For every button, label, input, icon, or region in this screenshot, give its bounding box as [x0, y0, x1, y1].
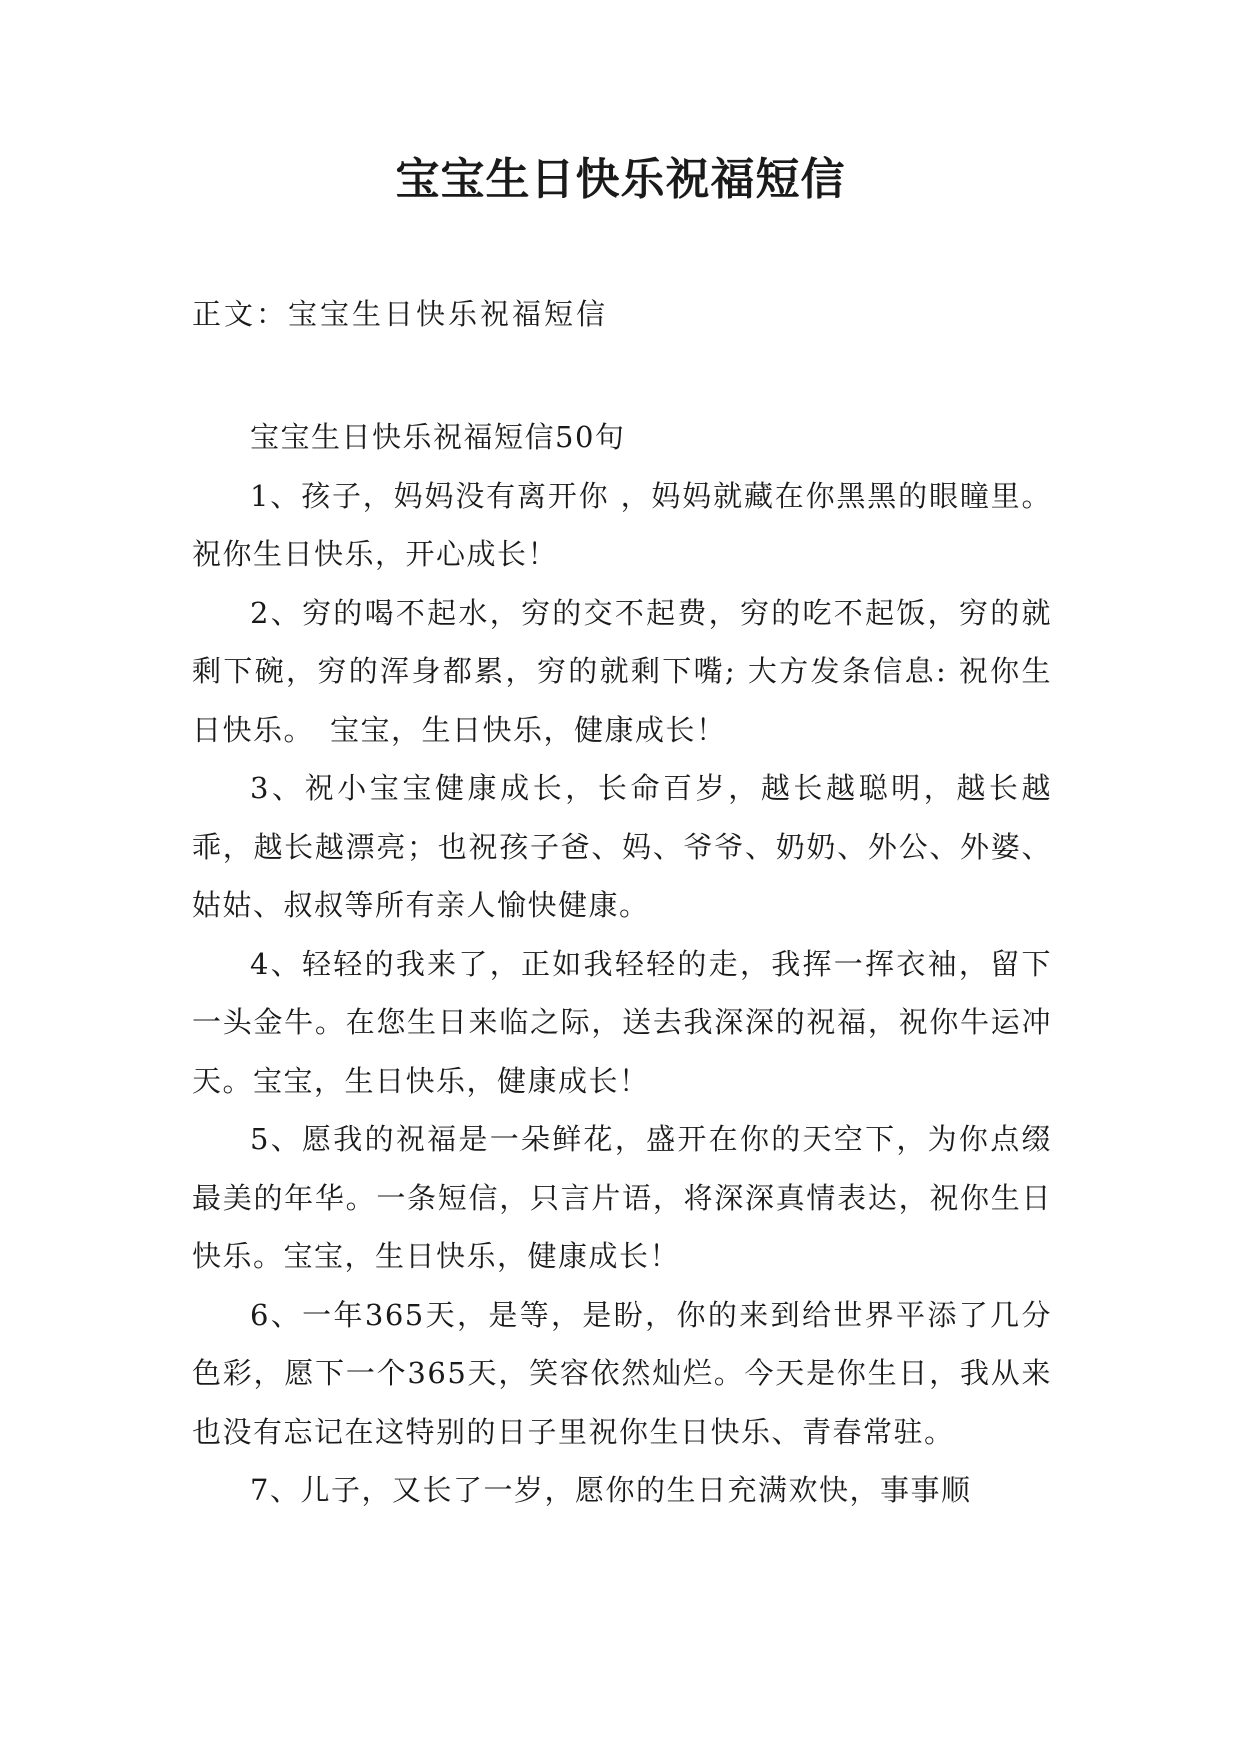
paragraph: 6、一年365天，是等，是盼，你的来到给世界平添了几分色彩，愿下一个365天，笑容依然灿烂。今天是你生日，我从来也没有忘记在这特别的日子里祝你生日快乐、青春常驻。 [192, 1297, 1052, 1449]
paragraph: 7、儿子，又长了一岁，愿你的生日充满欢快，事事顺 [250, 1473, 972, 1507]
document-title: 宝宝生日快乐祝福短信 [395, 154, 846, 205]
document-body [192, 408, 1052, 1520]
paragraph: 5、愿我的祝福是一朵鲜花，盛开在你的天空下，为你点缀最美的年华。一条短信，只言片语，将深深真情表达，祝你生日快乐。宝宝，生日快乐，健康成长！ [192, 1122, 1052, 1273]
paragraph: 1、孩子，妈妈没有离开你 ，妈妈就藏在你黑黑的眼瞳里。祝你生日快乐，开心成长！ [192, 478, 1052, 571]
paragraph: 2、穷的喝不起水，穷的交不起费，穷的吃不起饭，穷的就剩下碗，穷的浑身都累，穷的就剩下嘴; 大方发条信息: 祝你生日快乐。 宝宝，生日快乐，健康成长！ [192, 595, 1052, 747]
subject-line: 正文：宝宝生日快乐祝福短信 [192, 297, 609, 331]
paragraph: 4、轻轻的我来了，正如我轻轻的走，我挥一挥衣袖，留下一头金牛。在您生日来临之际，送去我深深的祝福，祝你牛运冲天。宝宝，生日快乐，健康成长！ [192, 946, 1052, 1098]
section-heading: 宝宝生日快乐祝福短信50句 [250, 420, 626, 454]
paragraph: 3、祝小宝宝健康成长，长命百岁，越长越聪明，越长越乖，越长越漂亮；也祝孩子爸、妈、爷爷、奶奶、外公、外婆、姑姑、叔叔等所有亲人愉快健康。 [192, 771, 1052, 922]
